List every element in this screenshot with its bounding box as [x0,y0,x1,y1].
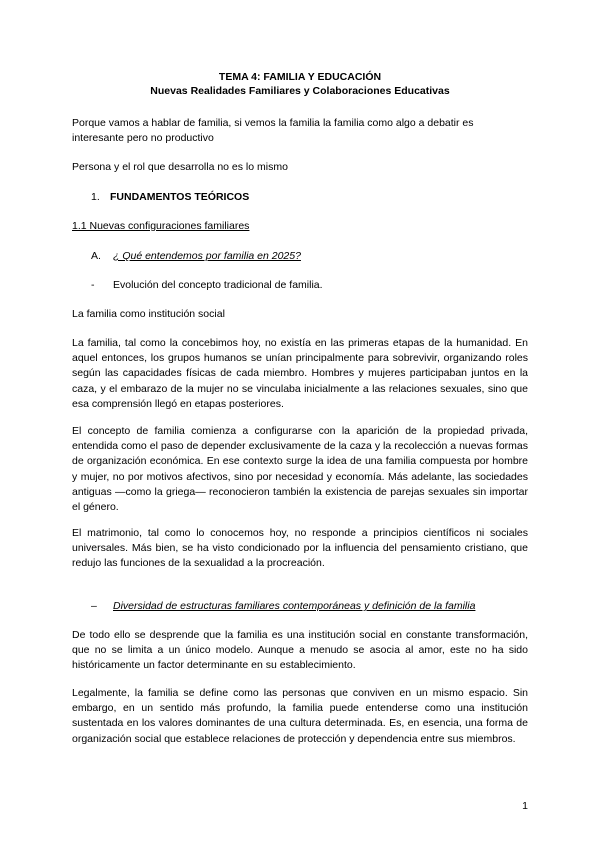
paragraph-5: Legalmente, la familia se define como las personas que conviven en un mismo espacio. Sin embargo, en un sentido más profundo, la familia puede entenderse como una institución sustentada en los valores dominantes de una cultura determinada. Es, en esencia, una forma de organización social que establece relaciones de protección y dependencia entre sus miembros. [72,687,528,745]
label-institucion: La familia como institución social [72,308,225,320]
document-subtitle: Nuevas Realidades Familiares y Colaboraciones Educativas [150,85,450,97]
list-item-a [91,249,301,263]
bullet-evolucion [91,278,323,292]
bullet-diversidad-text: Diversidad de estructuras familiares contemporáneas y definición de la familia [113,600,476,612]
paragraph-2: El concepto de familia comienza a configurarse con la aparición de la propiedad privada, entendida como el paso de depender exclusivamente de la caza y la recolección a nuevas formas de organización económica. En ese contexto surge la idea de una familia compuesta por hombre y mujer, no por motivos afectivos, sino por necesidad y economía. Más adelante, las sociedades antiguas —como la griega— reconocieron también la existencia de parejas sexuales sin importar el género. [72,425,528,514]
intro-note: Persona y el rol que desarrolla no es lo mismo [72,161,288,173]
bullet-evolucion-text: Evolución del concepto tradicional de familia. [113,279,323,291]
bullet-marker: - [91,279,95,291]
paragraph-1: La familia, tal como la concebimos hoy, no existía en las primeras etapas de la humanidad. En aquel entonces, los grupos humanos se unían principalmente para sobrevivir, organizando roles según las capacidades físicas de cada miembro. Hombres y mujeres participaban juntos en la caza, y el embarazo de la mujer no se vinculaba inicialmente a las relaciones sexuales, sino que esa comprensión llegó en etapas posteriores. [72,337,528,410]
list-item-a-text: ¿ Qué entendemos por familia en 2025? [113,250,301,262]
paragraph-4: De todo ello se desprende que la familia es una institución social en constante transformación, que no se limita a un único modelo. Aunque a menudo se asocia al amor, este no ha sido históricamente un factor determinante en su establecimiento. [72,629,528,672]
document-title: TEMA 4: FAMILIA Y EDUCACIÓN [218,71,382,83]
section-heading-1 [91,190,249,204]
page-number: 1 [522,800,528,812]
paragraph-3: El matrimonio, tal como lo conocemos hoy, no responde a principios científicos ni sociales universales. Más bien, se ha visto condicionado por la influencia del pensamiento cristiano, que redujo las funciones de la sexualidad a la procreación. [72,527,528,570]
intro-paragraph: Porque vamos a hablar de familia, si vemos la familia la familia como algo a debatir es interesante pero no productivo [72,117,474,145]
list-marker: A. [91,250,101,262]
bullet-marker: – [91,600,97,612]
section-title: FUNDAMENTOS TEÓRICOS [110,191,250,203]
subsection-heading-1-1: 1.1 Nuevas configuraciones familiares [72,220,250,232]
section-number: 1. [91,191,100,203]
bullet-diversidad [91,599,475,613]
